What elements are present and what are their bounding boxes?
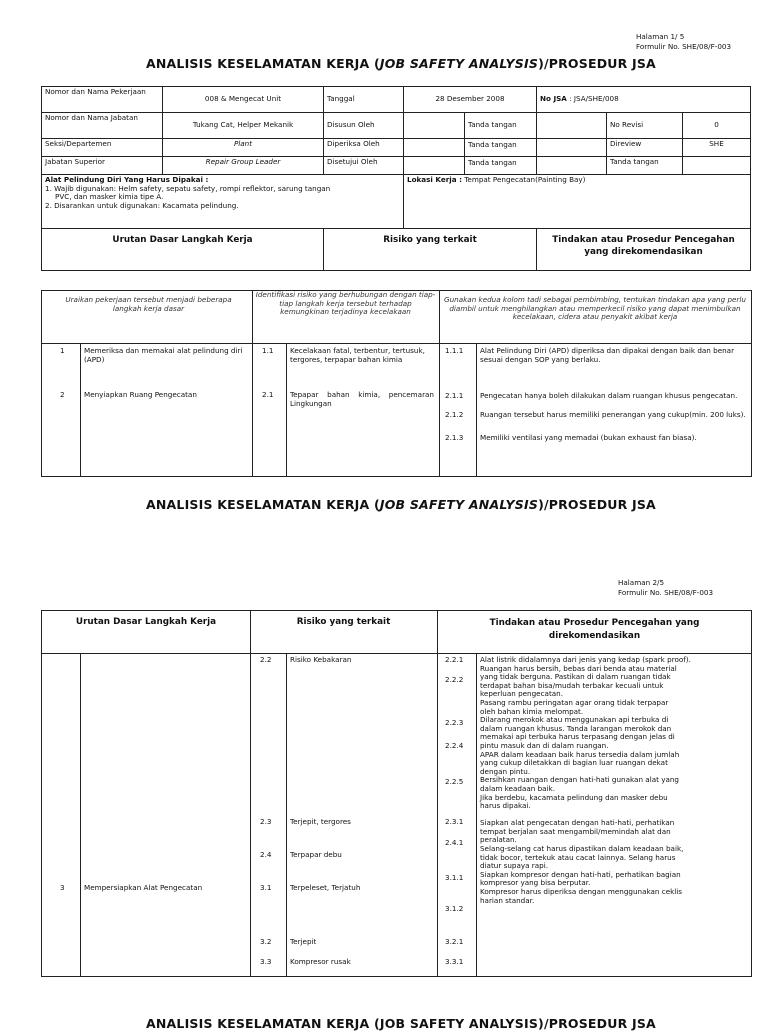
p2-risk-4: Terpeleset, Terjatuh — [290, 883, 361, 892]
subheader-tindakan: Gunakan kedua kolom tadi sebagai pembimbing, tentukan tindakan apa yang perlu diambil untuk menghilangkan atau memperkecil risiko yang dapat menimbulkan kecelakaan, cidera atau penyakit akibat kerja — [444, 295, 746, 322]
extra1-action-no: 2.1.2 — [445, 410, 464, 419]
row2-step: Menyiapkan Ruang Pengecatan — [84, 390, 197, 399]
page1-formulir: Formulir No. SHE/08/F-003 — [636, 41, 732, 51]
p2-risk-5: Terjepit — [290, 937, 317, 946]
p2-action-line: peralatan. — [480, 835, 517, 845]
label-direview: Direview — [607, 139, 683, 157]
row1-risk: Kecelakaan fatal, terbentur, tertusuk, tergores, terpapar bahan kimia — [290, 346, 425, 364]
p2-action-line: harian standar. — [480, 895, 535, 905]
no-jsa-value: : JSA/SHE/008 — [569, 94, 619, 104]
p2-action-line: tidak bocor, tertekuk atau cacat lainnya. Selang harus — [480, 852, 676, 862]
disusun-split — [404, 113, 537, 139]
p2-action-line: yang tidak berguna. Pastikan di dalam ruangan tidak — [480, 672, 671, 682]
p2-action-no-1: 2.2.1 — [445, 655, 464, 664]
apd-item-2: 2. Disarankan untuk digunakan: Kacamata pelindung. — [45, 200, 239, 210]
lokasi-cell — [404, 175, 751, 229]
p2-action-line: memakai api terbuka harus terpasang dengan jelas di — [480, 732, 675, 742]
footer-title-italic: JOB SAFETY ANALYSIS — [379, 497, 539, 512]
p2-risk-1: Risiko Kebakaran — [290, 655, 352, 664]
tanda-tangan-1: Tanda tangan — [468, 120, 517, 129]
p2-action-no-3: 2.2.3 — [445, 718, 464, 727]
row2-action: Pengecatan hanya boleh dilakukan dalam ruangan khusus pengecatan. — [480, 391, 738, 400]
title-part2: )/PROSEDUR JSA — [538, 56, 656, 71]
value-direview: SHE — [683, 139, 751, 157]
p2-action-line: terdapat bahan bisa/mudah terbakar kecuali untuk — [480, 680, 664, 690]
label-disetujui-oleh: Disetujui Oleh — [324, 157, 404, 175]
p2-action-line: APAR dalam keadaan baik harus tersedia dalam jumlah — [480, 749, 680, 759]
p2-action-line: tempat berjalan saat mengambil/memindah alat dan — [480, 826, 671, 836]
steps-table-page2 — [41, 610, 752, 977]
p2-risk-no-4: 3.1 — [260, 883, 272, 892]
p2-action-line: Bersihkan ruangan dengan hati-hati gunakan alat yang — [480, 775, 679, 785]
disetujui-name-blank — [404, 157, 465, 174]
row1-action: Alat Pelindung Diri (APD) diperiksa dan dipakai dengan baik dan benar sesuai dengan SOP yang berlaku. — [480, 346, 735, 364]
p2-action-text — [480, 656, 746, 905]
label-no-revisi: No Revisi — [607, 113, 683, 139]
no-jsa — [537, 87, 751, 113]
p2-action-no-9: 3.1.2 — [445, 904, 464, 913]
p2-action-no-8: 3.1.1 — [445, 873, 464, 882]
p2-step3: Mempersiapkan Alat Pengecatan — [84, 883, 203, 892]
p2-action-line: harus dipakai. — [480, 801, 531, 811]
row2-action-no: 2.1.1 — [445, 391, 464, 400]
apd-item-1b: PVC, dan masker kimia tipe A. — [55, 192, 164, 202]
p2-action-no-10: 3.2.1 — [445, 937, 464, 946]
p2-action-line: dengan pintu. — [480, 766, 531, 776]
p2-action-line: keperluan pengecatan. — [480, 689, 564, 699]
extra2-action: Memiliki ventilasi yang memadai (bukan exhaust fan biasa). — [480, 433, 697, 442]
page1-page-info — [636, 32, 731, 51]
diperiksa-split — [404, 139, 537, 157]
p2-action-no-5: 2.2.5 — [445, 777, 464, 786]
p2-header-tindakan: Tindakan atau Prosedur Pencegahan yang direkomendasikan — [489, 618, 700, 641]
lokasi-label: Lokasi Kerja : — [407, 175, 462, 184]
lokasi-value: Tempat Pengecatan(Painting Bay) — [464, 175, 586, 184]
header-risiko: Risiko yang terkait — [324, 229, 537, 271]
value-tanggal: 28 Desember 2008 — [404, 87, 537, 113]
label-diperiksa-oleh: Diperiksa Oleh — [324, 139, 404, 157]
p2-action-line: kompresor yang bisa berputar. — [480, 878, 591, 888]
p2-action-line: Siapkan alat pengecatan dengan hati-hati, perhatikan — [480, 818, 675, 828]
footer-title-part1: ANALISIS KESELAMATAN KERJA ( — [146, 497, 380, 512]
blank-cell-4 — [683, 157, 751, 175]
p2-risk-3: Terpapar debu — [290, 850, 342, 859]
p2-action-line: Dilarang merokok atau menggunakan api terbuka di — [480, 715, 669, 725]
p2-action-line: Kompresor harus diperiksa dengan menggunakan ceklis — [480, 887, 683, 897]
value-nomor-jabatan: Tukang Cat, Helper Mekanik — [163, 113, 324, 139]
apd-cell — [42, 175, 404, 229]
p2-action-line: dalam ruangan khusus. Tanda larangan merokok dan — [480, 723, 672, 733]
p2-action-no-4: 2.2.4 — [445, 741, 464, 750]
p2-action-line: Alat listrik didalamnya dari jenis yang kedap (spark proof). — [480, 655, 691, 664]
p2-action-line: oleh bahan kimia melompat. — [480, 706, 584, 716]
label-nomor-jabatan: Nomor dan Nama Jabatan — [42, 113, 163, 139]
page2-footer-title: ANALISIS KESELAMATAN KERJA (JOB SAFETY ANALYSIS)/PROSEDUR JSA — [146, 1016, 656, 1031]
no-jsa-label: No JSA — [540, 94, 567, 104]
p2-risk-no-5: 3.2 — [260, 937, 272, 946]
title-italic: JOB SAFETY ANALYSIS — [379, 56, 539, 71]
disetujui-split — [404, 157, 537, 175]
info-table — [41, 86, 751, 271]
row1-no: 1 — [60, 346, 65, 355]
p2-action-line: Pasang rambu peringatan agar orang tidak terpapar — [480, 697, 669, 707]
apd-item-1: 1. Wajib digunakan: Helm safety, sepatu safety, rompi reflektor, sarung tangan — [45, 183, 331, 193]
extra1-action: Ruangan tersebut harus memiliki penerangan yang cukup(min. 200 luks). — [480, 410, 746, 419]
apd-heading: Alat Pelindung Diri Yang Harus Dipakai : — [45, 175, 209, 184]
tanda-tangan-4: Tanda tangan — [607, 157, 683, 175]
p2-action-line: Jika berdebu, kacamata pelindung dan masker debu — [480, 792, 668, 802]
page1-footer-title — [146, 497, 656, 512]
row1-step: Memeriksa dan memakai alat pelindung diri (APD) — [84, 346, 243, 364]
p2-risk-no-1: 2.2 — [260, 655, 272, 664]
page2-formulir: Formulir No. SHE/08/F-003 — [618, 587, 714, 597]
subheader-langkah: Uraikan pekerjaan tersebut menjadi beberapa langkah kerja dasar — [65, 295, 232, 313]
p2-action-line: Selang-selang cat harus dipastikan dalam keadaan baik, — [480, 844, 684, 854]
page2-halaman: Halaman 2/5 — [618, 578, 665, 587]
extra2-action-no: 2.1.3 — [445, 433, 464, 442]
row2-risk: Tepapar bahan kimia, pencemaran Lingkungan — [290, 390, 434, 408]
value-jabatan-superior: Repair Group Leader — [163, 157, 324, 175]
label-nomor-pekerjaan: Nomor dan Nama Pekerjaan — [42, 87, 163, 113]
header-tindakan: Tindakan atau Prosedur Pencegahan yang direkomendasikan — [537, 229, 751, 271]
p2-header-risiko: Risiko yang terkait — [296, 617, 391, 627]
p2-action-no-6: 2.3.1 — [445, 817, 464, 826]
row1-action-no: 1.1.1 — [445, 346, 464, 355]
label-disusun-oleh: Disusun Oleh — [324, 113, 404, 139]
footer-title-part2: )/PROSEDUR JSA — [538, 497, 656, 512]
p2-action-no-2: 2.2.2 — [445, 675, 464, 684]
page1-halaman: Halaman 1/ 5 — [636, 32, 685, 41]
p2-action-no-11: 3.3.1 — [445, 957, 464, 966]
tanda-tangan-3: Tanda tangan — [468, 158, 517, 167]
value-seksi: Plant — [163, 139, 324, 157]
title-part1: ANALISIS KESELAMATAN KERJA ( — [146, 56, 380, 71]
label-tanggal: Tanggal — [324, 87, 404, 113]
p2-risk-no-2: 2.3 — [260, 817, 272, 826]
p2-risk-6: Kompresor rusak — [290, 957, 351, 966]
p2-risk-no-3: 2.4 — [260, 850, 272, 859]
p2-action-line: pintu masuk dan di dalam ruangan. — [480, 740, 609, 750]
page2-page-info — [618, 578, 713, 597]
label-seksi: Seksi/Departemen — [42, 139, 163, 157]
p2-action-line: diatur supaya rapi. — [480, 861, 548, 871]
page1-title — [146, 56, 656, 71]
blank-cell-3 — [537, 157, 607, 175]
p2-action-line: Siapkan kompresor dengan hati-hati, perhatikan bagian — [480, 869, 681, 879]
diperiksa-name-blank — [404, 139, 465, 156]
value-nomor-pekerjaan: 008 & Mengecat Unit — [163, 87, 324, 113]
blank-cell-2 — [537, 139, 607, 157]
p2-risk-2: Terjepit, tergores — [290, 817, 351, 826]
p2-header-langkah: Urutan Dasar Langkah Kerja — [75, 617, 217, 627]
row2-risk-no: 2.1 — [262, 390, 274, 399]
label-jabatan-superior: Jabatan Superior — [42, 157, 163, 175]
row2-no: 2 — [60, 390, 65, 399]
disusun-name-blank — [404, 113, 465, 138]
row1-risk-no: 1.1 — [262, 346, 274, 355]
blank-cell-1 — [537, 113, 607, 139]
p2-action-line: Ruangan harus bersih, bebas dari benda atau material — [480, 663, 677, 673]
tanda-tangan-2: Tanda tangan — [468, 140, 517, 149]
p2-step3-no: 3 — [60, 883, 65, 892]
steps-table-page1 — [41, 290, 752, 477]
p2-action-line: yang cukup diletakkan di bagian luar ruangan dekat — [480, 758, 668, 768]
subheader-risiko: Identifikasi risiko yang berhubungan dengan tiap-tiap langkah kerja tersebut terhadap kemungkinan terjadinya kecelakaan — [255, 290, 436, 317]
p2-risk-no-6: 3.3 — [260, 957, 272, 966]
header-langkah-kerja: Urutan Dasar Langkah Kerja — [42, 229, 324, 271]
p2-action-no-7: 2.4.1 — [445, 838, 464, 847]
value-no-revisi: 0 — [683, 113, 751, 139]
p2-action-line: dalam keadaan baik. — [480, 783, 556, 793]
